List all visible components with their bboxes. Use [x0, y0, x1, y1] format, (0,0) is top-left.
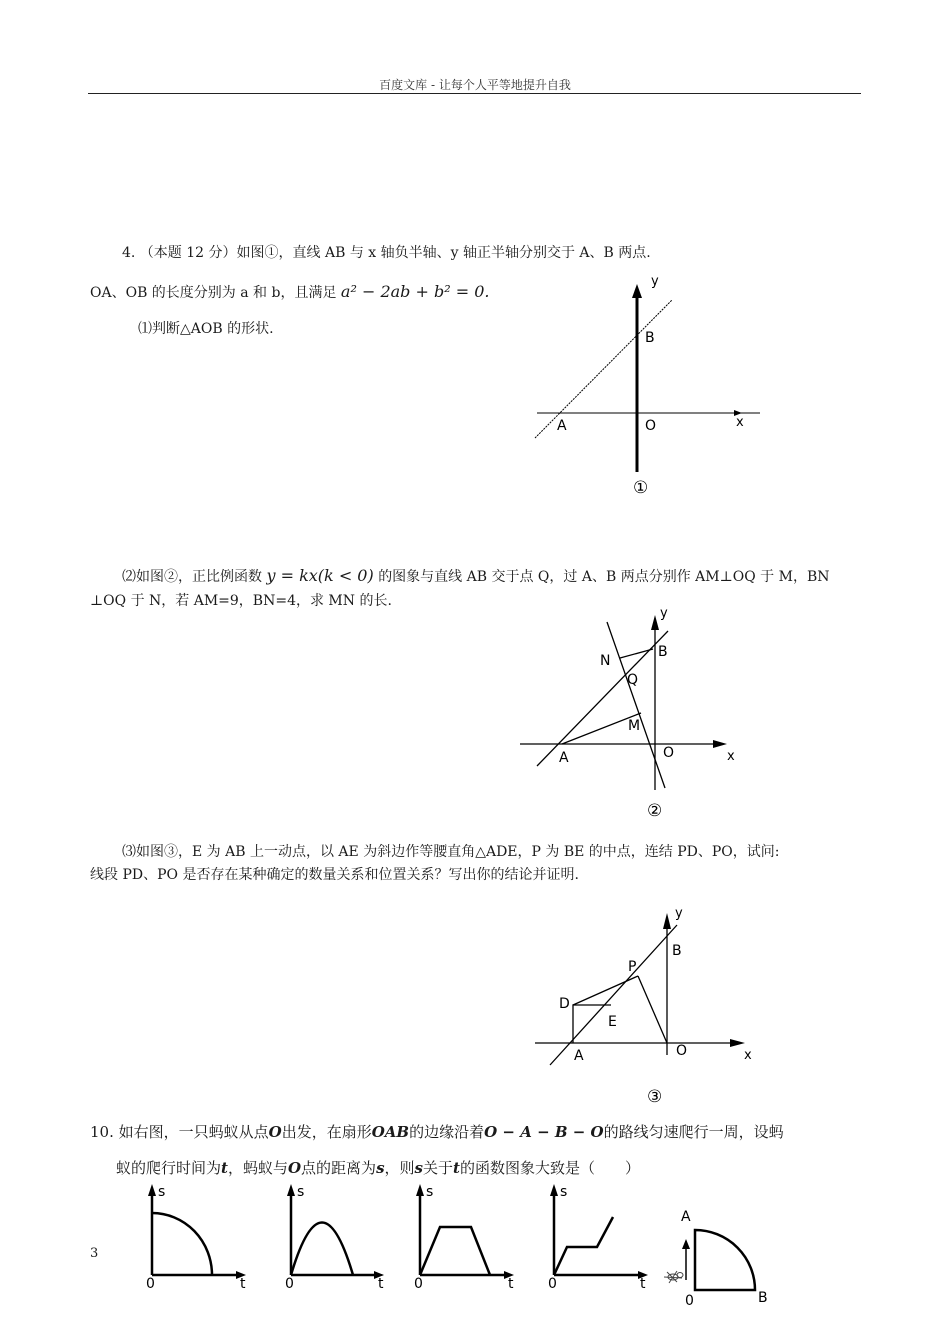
- fig3-y-arrow: [663, 913, 671, 929]
- graph-a-label-s: s: [158, 1184, 166, 1200]
- fig3-label-d: D: [559, 996, 570, 1012]
- q4-condition-formula: a² − 2ab + b² = 0.: [340, 282, 490, 301]
- fig3-label-y: y: [675, 906, 683, 921]
- q4-part2-prefix: ⑵如图②，正比例函数: [122, 569, 262, 585]
- q10-text-b: 出发，在扇形: [281, 1123, 372, 1141]
- q10-text-e: 蚁的爬行时间为: [116, 1159, 222, 1177]
- q10-var-s2: s: [414, 1159, 423, 1177]
- q4-part2-line2: ⊥OQ 于 N，若 AM=9，BN=4，求 MN 的长.: [90, 593, 392, 609]
- q10-text-j: 的函数图象大致是（ ）: [459, 1159, 640, 1177]
- fig2-line-ab: [537, 631, 668, 766]
- q10-text-c: 的边缘沿着: [409, 1123, 485, 1141]
- ant-icon: [664, 1271, 683, 1283]
- q10-text-h: ，则: [384, 1159, 415, 1177]
- q4-part1: ⑴判断△AOB 的形状.: [138, 321, 274, 337]
- page-number: 3: [90, 1246, 99, 1261]
- graph-c-label-o: 0: [414, 1276, 423, 1290]
- answer-graph-a: [146, 1184, 246, 1290]
- answer-graph-c: [414, 1184, 514, 1290]
- figure-1: [520, 268, 760, 508]
- figure-2: [515, 605, 755, 830]
- fig2-label-b: B: [658, 644, 668, 660]
- graph-a-label-o: 0: [146, 1276, 155, 1290]
- graph-b-label-s: s: [297, 1184, 305, 1200]
- fig3-triangle-ade: [573, 1005, 611, 1043]
- header-rule: [88, 93, 861, 94]
- graph-d-label-s: s: [560, 1184, 568, 1200]
- fig2-label-a: A: [559, 750, 569, 766]
- q4-part3-line1: ⑶如图③，E 为 AB 上一动点，以 AE 为斜边作等腰直角△ADE，P 为 BE 的中点，连结 PD、PO，试问:: [122, 844, 780, 860]
- fig3-label-o: O: [676, 1043, 688, 1059]
- sector-oab: [695, 1230, 755, 1290]
- q10-line1: [90, 1122, 784, 1142]
- q10-var-o2: O: [287, 1159, 302, 1177]
- fig2-label-x: x: [727, 749, 735, 764]
- q4-part2-formula: y = kx(k < 0): [266, 566, 374, 585]
- graph-d-label-t: t: [640, 1276, 646, 1290]
- fig2-caption: ②: [647, 801, 663, 821]
- fig2-label-n: N: [600, 653, 611, 669]
- sector-oab-figure: [655, 1205, 775, 1310]
- q4-part3-line2: 线段 PD、PO 是否存在某种确定的数量关系和位置关系？写出你的结论并证明.: [90, 867, 579, 883]
- fig2-line-oq: [607, 622, 665, 788]
- graph-b-label-t: t: [378, 1276, 384, 1290]
- page-header: 百度文库 - 让每个人平等地提升自我: [379, 78, 571, 92]
- answer-graph-b: [285, 1184, 384, 1290]
- q4-line2: [90, 282, 490, 303]
- fig1-y-arrow: [632, 284, 642, 298]
- fig1-label-b: B: [645, 330, 655, 346]
- graph-a-label-t: t: [240, 1276, 246, 1290]
- sector-label-b: B: [758, 1290, 768, 1306]
- q4-part2-suffix: 的图象与直线 AB 交于点 Q，过 A、B 两点分别作 AM⊥OQ 于 M，BN: [378, 569, 830, 585]
- q10-var-o: O: [268, 1123, 282, 1141]
- fig1-label-o: O: [645, 418, 657, 434]
- fig1-label-x: x: [736, 415, 744, 430]
- answer-graph-d: [548, 1184, 648, 1290]
- fig1-caption: ①: [633, 478, 649, 498]
- graph-c-label-t: t: [508, 1276, 514, 1290]
- graph-c-label-s: s: [426, 1184, 434, 1200]
- sector-label-a: A: [681, 1209, 691, 1225]
- fig3-caption: ③: [647, 1087, 663, 1107]
- fig3-line-ab: [550, 925, 677, 1065]
- fig3-label-a: A: [574, 1048, 584, 1064]
- fig2-x-arrow: [713, 740, 727, 748]
- q10-var-oab: OAB: [371, 1123, 410, 1141]
- q10-text-i: 关于: [422, 1159, 453, 1177]
- sector-label-o: 0: [685, 1293, 694, 1309]
- fig2-label-q: Q: [627, 672, 639, 688]
- fig2-label-y: y: [660, 606, 668, 621]
- q10-var-s1: s: [376, 1159, 385, 1177]
- q4-line2-prefix: OA、OB 的长度分别为 a 和 b，且满足: [90, 285, 337, 301]
- fig3-label-p: P: [628, 959, 637, 975]
- graph-b-label-o: 0: [285, 1276, 294, 1290]
- q10-var-path: O − A − B − O: [484, 1123, 604, 1141]
- q4-part2-line1: [122, 566, 830, 587]
- fig3-seg-pd: [573, 976, 638, 1005]
- q10-var-t1: t: [221, 1159, 228, 1177]
- graph-d-label-o: 0: [548, 1276, 557, 1290]
- q10-text-g: 点的距离为: [301, 1159, 377, 1177]
- fig2-label-m: M: [628, 718, 641, 734]
- q10-line2: [116, 1158, 640, 1178]
- figure-3: [530, 900, 760, 1110]
- q10-text-f: ，蚂蚁与: [227, 1159, 288, 1177]
- fig3-x-arrow: [730, 1039, 745, 1047]
- fig2-label-o: O: [663, 745, 675, 761]
- fig3-label-e: E: [608, 1014, 617, 1030]
- q10-text-a: 10. 如右图，一只蚂蚁从点: [90, 1123, 269, 1141]
- fig3-label-b: B: [672, 943, 682, 959]
- answer-graphs: [130, 1180, 660, 1290]
- q10-text-d: 的路线匀速爬行一周，设蚂: [603, 1123, 784, 1141]
- fig3-label-x: x: [744, 1048, 752, 1063]
- fig2-y-arrow: [651, 615, 659, 630]
- fig2-seg-bn: [620, 649, 653, 658]
- q4-intro: 4. （本题 12 分）如图①，直线 AB 与 x 轴负半轴、y 轴正半轴分别交于 A、B 两点.: [122, 245, 651, 261]
- fig3-seg-po: [638, 976, 667, 1043]
- fig1-label-y: y: [651, 274, 659, 289]
- fig1-label-a: A: [557, 418, 567, 434]
- q10-var-t2: t: [453, 1159, 460, 1177]
